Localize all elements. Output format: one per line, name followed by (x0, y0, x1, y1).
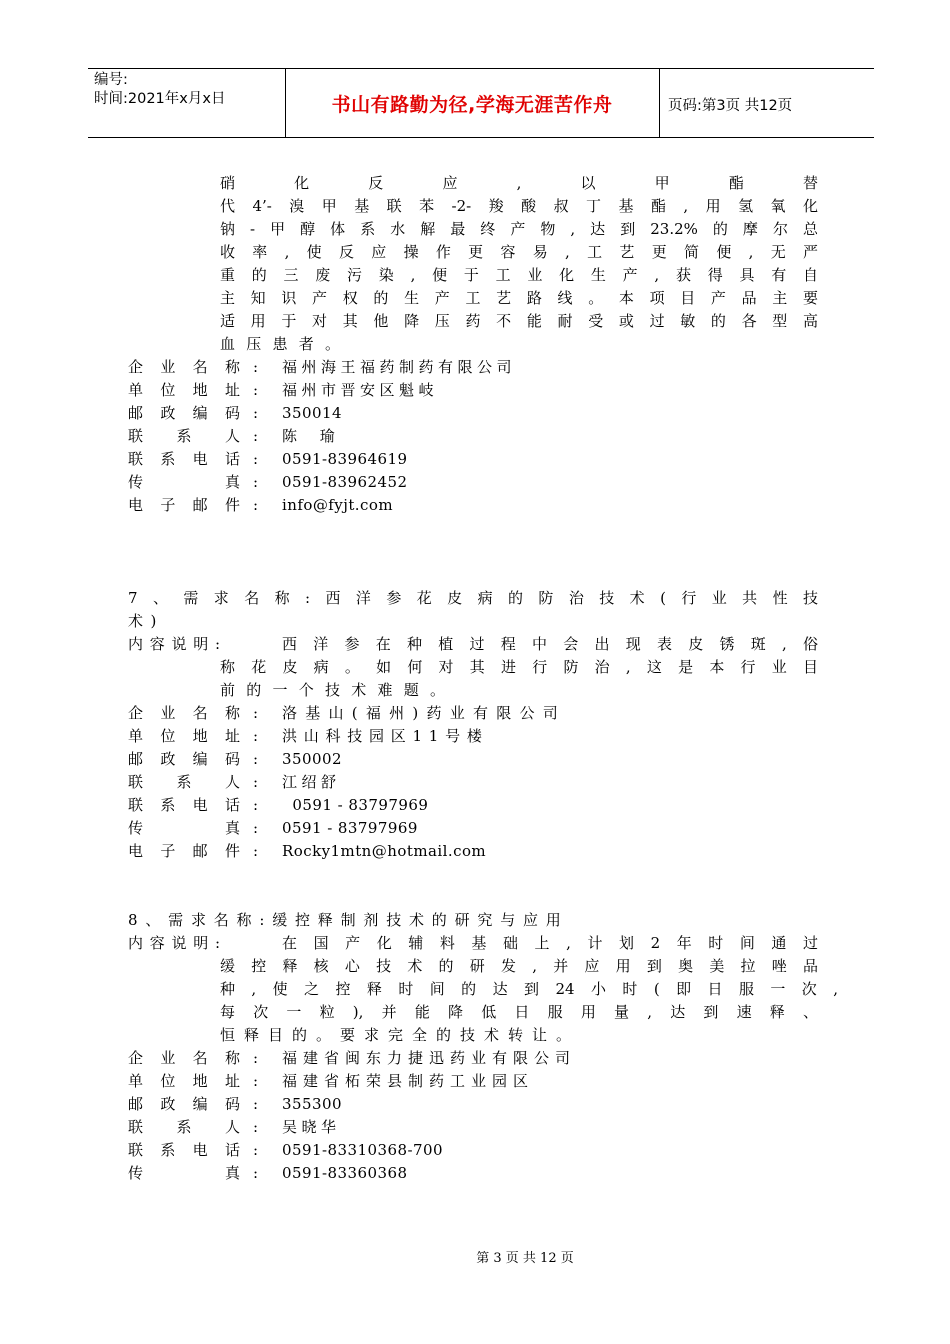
address-value: 福州市晋安区魁岐 (282, 381, 439, 399)
postcode-label: 邮政编码 (128, 1095, 240, 1113)
fax-value: 0591-83962452 (282, 473, 408, 491)
postcode-value: 355300 (282, 1095, 342, 1113)
phone-value: 0591-83964619 (282, 450, 408, 468)
requirement-title: 7、需求名称:西洋参花皮病的防治技术(行业共性技 (128, 589, 818, 607)
company-label: 企业名称 (128, 1049, 240, 1067)
colon: : (253, 427, 259, 445)
colon: : (253, 773, 259, 791)
desc-line: 前的一个技术难题。 (220, 681, 457, 699)
contact-value: 吴晓华 (282, 1118, 341, 1136)
postcode-value: 350002 (282, 750, 342, 768)
desc-line: 恒释目的。要求完全的技术转让。 (220, 1026, 581, 1044)
requirement-title: 8、需求名称:缓控释制剂技术的研究与应用 (128, 911, 569, 929)
header-page-info: 页码:第3页 共12页 (668, 98, 793, 114)
colon: : (253, 1164, 259, 1182)
colon: : (253, 1141, 259, 1159)
email-value: Rocky1mtn@hotmail.com (282, 842, 487, 860)
address-label: 单位地址 (128, 727, 240, 745)
colon: : (253, 404, 259, 422)
company-value: 福建省闽东力捷迅药业有限公司 (282, 1049, 577, 1067)
address-value: 洪山科技园区11号楼 (282, 727, 489, 745)
colon: : (253, 727, 259, 745)
company-label: 企业名称 (128, 704, 240, 722)
colon: : (253, 473, 259, 491)
colon: : (253, 450, 259, 468)
email-label: 电子邮件 (128, 496, 240, 514)
colon: : (253, 704, 259, 722)
desc-line: 钠-甲醇体系水解最终产物,达到23.2%的摩尔总 (220, 220, 818, 238)
desc-line: 每次一粒),并能降低日服用量,达到速释、 (220, 1003, 818, 1021)
colon: : (253, 819, 259, 837)
contact-label: 联系人 (128, 427, 240, 445)
colon: : (253, 1049, 259, 1067)
fax-value: 0591 - 83797969 (282, 819, 418, 837)
colon: : (253, 358, 259, 376)
colon: : (253, 750, 259, 768)
contact-value: 陈 瑜 (282, 427, 344, 445)
fax-label: 传真 (128, 473, 240, 491)
contact-label: 联系人 (128, 773, 240, 791)
postcode-label: 邮政编码 (128, 404, 240, 422)
document-number-label: 编号: (94, 72, 128, 88)
postcode-value: 350014 (282, 404, 342, 422)
desc-line: 血压患者。 (220, 335, 352, 353)
address-label: 单位地址 (128, 1072, 240, 1090)
desc-line: 种,使之控释时间的达到24小时(即日服一次, (220, 980, 838, 998)
colon: : (253, 1118, 259, 1136)
phone-label: 联系电话 (128, 450, 240, 468)
postcode-label: 邮政编码 (128, 750, 240, 768)
company-value: 洛基山(福州)药业有限公司 (282, 704, 566, 722)
document-time-label: 时间:2021年x月x日 (94, 91, 226, 107)
desc-line: 西洋参在种植过程中会出现表皮锈斑,俗 (282, 635, 818, 653)
colon: : (253, 796, 259, 814)
header-motto: 书山有路勤为径,学海无涯苦作舟 (331, 94, 613, 116)
email-label: 电子邮件 (128, 842, 240, 860)
desc-line: 收率,使反应操作更容易,工艺更简便,无严 (220, 243, 818, 261)
desc-label: 内容说明: (128, 934, 227, 952)
contact-label: 联系人 (128, 1118, 240, 1136)
colon: : (253, 842, 259, 860)
phone-value: 0591 - 83797969 (282, 796, 429, 814)
colon: : (253, 1072, 259, 1090)
desc-line: 重的三废污染,便于工业化生产,获得具有自 (220, 266, 818, 284)
page-footer: 第 3 页 共 12 页 (476, 1251, 574, 1266)
fax-label: 传真 (128, 819, 240, 837)
phone-value: 0591-83310368-700 (282, 1141, 443, 1159)
desc-line: 在国产化辅料基础上,计划2年时间通过 (282, 934, 818, 952)
phone-label: 联系电话 (128, 796, 240, 814)
page-header (88, 68, 874, 138)
header-divider-right (659, 69, 660, 137)
email-value: info@fyjt.com (282, 496, 394, 514)
desc-line: 代4’-溴甲基联苯-2-羧酸叔丁基酯,用氢氧化 (220, 197, 818, 215)
desc-label: 内容说明: (128, 635, 227, 653)
address-value: 福建省柘荣县制药工业园区 (282, 1072, 535, 1090)
colon: : (253, 381, 259, 399)
address-label: 单位地址 (128, 381, 240, 399)
desc-line: 主知识产权的生产工艺路线。本项目产品主要 (220, 289, 818, 307)
company-value: 福州海王福药制药有限公司 (282, 358, 517, 376)
fax-value: 0591-83360368 (282, 1164, 408, 1182)
desc-line: 适用于对其他降压药不能耐受或过敏的各型高 (220, 312, 818, 330)
requirement-title-cont: 术) (128, 612, 164, 630)
contact-value: 江绍舒 (282, 773, 341, 791)
colon: : (253, 496, 259, 514)
header-meta (94, 71, 284, 109)
desc-line: 称花皮病。如何对其进行防治,这是本行业目 (220, 658, 818, 676)
desc-line: 缓控释核心技术的研发,并应用到奥美拉唑品 (220, 957, 818, 975)
phone-label: 联系电话 (128, 1141, 240, 1159)
fax-label: 传真 (128, 1164, 240, 1182)
colon: : (253, 1095, 259, 1113)
company-label: 企业名称 (128, 358, 240, 376)
desc-line: 硝化反应,以甲酯替 (220, 174, 818, 192)
